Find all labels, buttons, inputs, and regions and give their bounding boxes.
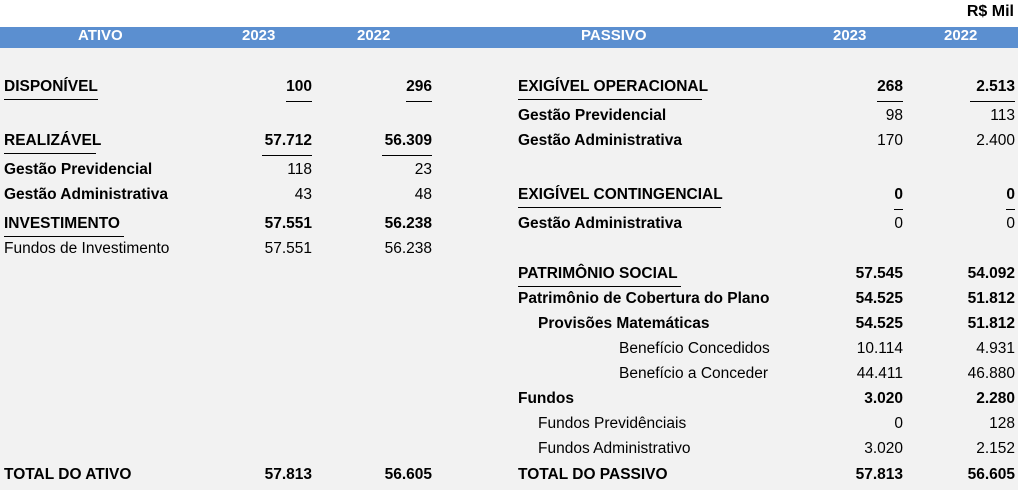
- underline-realizavel-2023: [262, 155, 312, 156]
- row-fundos-investimento-label: Fundos de Investimento: [4, 240, 170, 257]
- row-total-passivo-2022: 56.605: [967, 466, 1015, 483]
- row-fundos-administrativo-2023: 3.020: [864, 440, 903, 457]
- row-fundos-previdenciais-2022: 128: [989, 415, 1015, 432]
- row-gestao-previdencial-2022: 23: [414, 161, 432, 178]
- row-realizavel-2023: 57.712: [264, 132, 312, 149]
- underline-disponivel-2022: [406, 101, 432, 102]
- row-total-ativo-label: TOTAL DO ATIVO: [4, 466, 132, 483]
- row-beneficio-conceder-2023: 44.411: [856, 365, 903, 382]
- row-fundos-investimento-2023: 57.551: [264, 240, 312, 257]
- row-fundos-administrativo-label: Fundos Administrativo: [538, 440, 691, 457]
- row-fundos-administrativo-2022: 2.152: [976, 440, 1015, 457]
- row-beneficio-concedidos-2022: 4.931: [976, 340, 1015, 357]
- row-exigivel-operacional-2023: 268: [877, 78, 903, 95]
- header-ativo-2022: 2022: [357, 27, 391, 44]
- row-fundos-label: Fundos: [518, 390, 574, 407]
- row-investimento-2022: 56.238: [384, 215, 432, 232]
- row-exigivel-contingencial-2022: 0: [1006, 186, 1015, 203]
- row-patrimonio-cobertura-2022: 51.812: [967, 290, 1015, 307]
- row-total-passivo-label: TOTAL DO PASSIVO: [518, 466, 668, 483]
- header-ativo-2023: 2023: [242, 27, 276, 44]
- row-exigivel-contingencial-2023: 0: [894, 186, 903, 203]
- row-beneficio-concedidos-label: Benefício Concedidos: [619, 340, 770, 357]
- header-passivo-2022: 2022: [944, 27, 978, 44]
- row-patrimonio-social-2023: 57.545: [855, 265, 903, 282]
- row-op-gestao-previdencial-2023: 98: [885, 107, 903, 124]
- row-disponivel-label: DISPONÍVEL: [4, 78, 98, 95]
- row-investimento-2023: 57.551: [264, 215, 312, 232]
- underline-exigivel-operacional-2022: [970, 101, 1015, 102]
- row-exigivel-contingencial-label: EXIGÍVEL CONTINGENCIAL: [518, 186, 723, 203]
- underline-exigivel-contingencial-2023: [894, 209, 903, 210]
- row-op-gestao-administrativa-label: Gestão Administrativa: [518, 132, 682, 149]
- row-cont-gestao-administrativa-label: Gestão Administrativa: [518, 215, 682, 232]
- underline-exigivel-operacional-2023: [877, 101, 903, 102]
- header-passivo-2023: 2023: [833, 27, 867, 44]
- row-cont-gestao-administrativa-2023: 0: [894, 215, 903, 232]
- row-cont-gestao-administrativa-2022: 0: [1006, 215, 1015, 232]
- underline-exigivel-contingencial: [518, 207, 721, 208]
- table-header: [0, 27, 1018, 48]
- header-passivo: PASSIVO: [581, 27, 647, 44]
- row-provisoes-label: Provisões Matemáticas: [538, 315, 710, 332]
- underline-realizavel-2022: [382, 155, 432, 156]
- unit-label: R$ Mil: [966, 3, 1014, 20]
- underline-disponivel-2023: [286, 101, 312, 102]
- row-provisoes-2023: 54.525: [855, 315, 903, 332]
- row-op-gestao-previdencial-2022: 113: [990, 107, 1015, 124]
- row-realizavel-label: REALIZÁVEL: [4, 132, 102, 149]
- row-fundos-previdenciais-label: Fundos Previdênciais: [538, 415, 687, 432]
- row-fundos-investimento-2022: 56.238: [384, 240, 432, 257]
- row-op-gestao-administrativa-2022: 2.400: [976, 132, 1015, 149]
- row-gestao-administrativa-2022: 48: [414, 186, 432, 203]
- underline-exigivel-operacional: [518, 99, 702, 100]
- row-patrimonio-social-2022: 54.092: [967, 265, 1015, 282]
- row-op-gestao-administrativa-2023: 170: [877, 132, 903, 149]
- row-op-gestao-previdencial-label: Gestão Previdencial: [518, 107, 667, 124]
- row-fundos-2022: 2.280: [976, 390, 1015, 407]
- row-gestao-administrativa-2023: 43: [294, 186, 312, 203]
- row-exigivel-operacional-label: EXIGÍVEL OPERACIONAL: [518, 78, 709, 95]
- row-fundos-2023: 3.020: [864, 390, 903, 407]
- row-exigivel-operacional-2022: 2.513: [976, 78, 1015, 95]
- row-beneficio-concedidos-2023: 10.114: [856, 340, 903, 357]
- row-patrimonio-social-label: PATRIMÔNIO SOCIAL: [518, 265, 678, 282]
- row-gestao-administrativa-label: Gestão Administrativa: [4, 186, 168, 203]
- header-ativo: ATIVO: [78, 27, 123, 44]
- row-gestao-previdencial-label: Gestão Previdencial: [4, 161, 153, 178]
- row-beneficio-conceder-2022: 46.880: [967, 365, 1015, 382]
- row-total-ativo-2023: 57.813: [264, 466, 312, 483]
- row-total-passivo-2023: 57.813: [855, 466, 903, 483]
- row-investimento-label: INVESTIMENTO: [4, 215, 120, 232]
- row-beneficio-conceder-label: Benefício a Conceder: [619, 365, 769, 382]
- row-total-ativo-2022: 56.605: [384, 466, 432, 483]
- row-patrimonio-cobertura-2023: 54.525: [855, 290, 903, 307]
- row-provisoes-2022: 51.812: [967, 315, 1015, 332]
- row-patrimonio-cobertura-label: Patrimônio de Cobertura do Plano: [518, 290, 770, 307]
- row-disponivel-2022: 296: [406, 78, 432, 95]
- underline-disponivel: [4, 99, 98, 100]
- underline-realizavel: [4, 153, 96, 154]
- row-disponivel-2023: 100: [286, 78, 312, 95]
- row-fundos-previdenciais-2023: 0: [894, 415, 903, 432]
- row-realizavel-2022: 56.309: [384, 132, 432, 149]
- row-gestao-previdencial-2023: 118: [287, 161, 312, 178]
- underline-exigivel-contingencial-2022: [1006, 209, 1015, 210]
